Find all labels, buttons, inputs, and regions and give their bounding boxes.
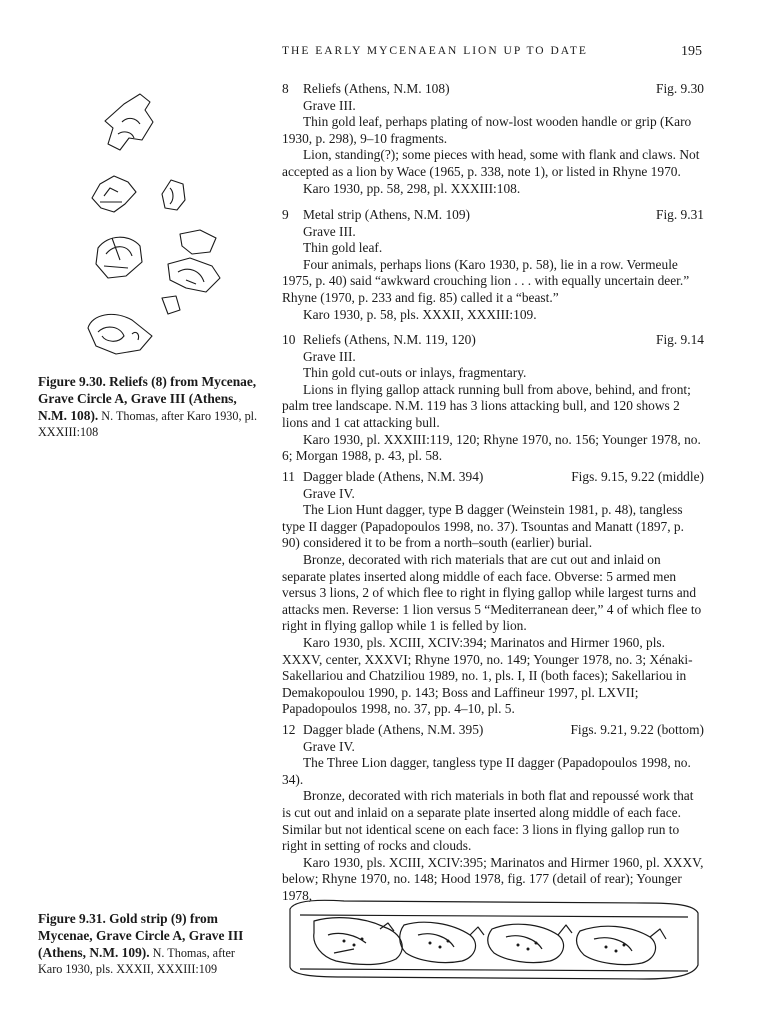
entry-heading: [282, 332, 704, 349]
entry-paragraph: Karo 1930, pp. 58, 298, pl. XXXIII:108.: [303, 180, 521, 196]
page-number: 195: [681, 44, 702, 59]
entry-paragraph: Karo 1930, p. 58, pls. XXXII, XXXIII:109.: [303, 306, 537, 322]
entry-object: Reliefs (Athens, N.M. 108): [303, 81, 450, 96]
figure-reference: Figs. 9.15, 9.22 (middle): [571, 469, 704, 484]
figure-reference: Fig. 9.14: [656, 332, 704, 347]
entry-paragraph: Bronze, decorated with rich materials that are cut out and inlaid on separate plates inserted along middle of each face. Obverse: 5 armed men versus 3 lions, 2 of which flee to right in flying gallop while largest turns and attacks men. Reverse: 1 lion versus 5 “Mediterranean deer,” 4 of which flee to right in flying gallop while 1 is felled by lion.: [282, 551, 702, 634]
figure-9-31-drawing: [284, 895, 704, 983]
catalogue-entry-10: [282, 332, 704, 465]
entry-number: 8: [282, 81, 289, 96]
entry-object: Dagger blade (Athens, N.M. 394): [303, 469, 484, 484]
caption-bold: Figure 9.31. Gold strip (9) from Mycenae, Grave Circle A, Grave III (Athens, N.M. 109).: [38, 911, 244, 960]
catalogue-entry-9: [282, 207, 704, 323]
entry-grave: Grave IV.: [303, 485, 355, 501]
running-head: [282, 45, 702, 63]
entry-paragraph: Lion, standing(?); some pieces with head, some with flank and claws. Not accepted as a lion by Wace (1965, p. 338, note 1), or listed in Rhyne 1970.: [282, 147, 700, 179]
entry-paragraph: The Lion Hunt dagger, type B dagger (Weinstein 1981, p. 48), tangless type II dagger (Papadopoulos 1998, no. 37). Tsountas and Manatt (1897, p. 90) considered it to be from a north–south (earlier) burial.: [282, 502, 684, 551]
entry-grave: Grave III.: [303, 348, 356, 364]
entry-number: 11: [282, 469, 295, 484]
entry-paragraph: Four animals, perhaps lions (Karo 1930, p. 58), lie in a row. Vermeule 1975, p. 40) said “awkward crouching lion . . . with equally uncertain deer.” Rhyne (1970, p. 233 and fig. 85) called it a “beast.”: [282, 256, 690, 305]
entry-number: 10: [282, 332, 296, 347]
catalogue-entry-8: [282, 81, 704, 197]
figure-9-31-caption: [38, 911, 258, 978]
entry-paragraph: Karo 1930, pls. XCIII, XCIV:394; Marinatos and Hirmer 1960, pls. XXXV, center, XXXVI; Rhyne 1970, no. 149; Younger 1978, no. 3; Xénaki-Sakellariou and Chatziliou 1989, no. 1, pls. I, II (both faces); Sakellariou in Demakopoulou 1990, p. 143; Boss and Laffineur 1997, pl. LXVII; Papadopoulos 1998, no. 37, pp. 4–10, pl. 5.: [282, 634, 693, 717]
caption-bold: Figure 9.30. Reliefs (8) from Mycenae, Grave Circle A, Grave III (Athens, N.M. 108).: [38, 374, 257, 423]
entry-paragraph: The Three Lion dagger, tangless type II dagger (Papadopoulos 1998, no. 34).: [282, 755, 691, 787]
entry-heading: [282, 81, 704, 98]
catalogue-entry-12: [282, 722, 704, 905]
running-title: THE EARLY MYCENAEAN LION UP TO DATE: [282, 45, 588, 57]
figure-reference: Fig. 9.30: [656, 81, 704, 96]
entry-grave: Grave III.: [303, 97, 356, 113]
caption-credit: N. Thomas, after Karo 1930, pls. XXXII, XXXIII:109: [38, 945, 235, 977]
entry-number: 9: [282, 207, 289, 222]
entry-object: Reliefs (Athens, N.M. 119, 120): [303, 332, 476, 347]
entry-paragraph: Karo 1930, pls. XCIII, XCIV:395; Marinatos and Hirmer 1960, pl. XXXV, below; Rhyne 1970, no. 148; Hood 1978, fig. 177 (detail of rear); Younger 1978,: [282, 854, 704, 903]
figure-reference: Fig. 9.31: [656, 207, 704, 222]
entry-object: Dagger blade (Athens, N.M. 395): [303, 722, 484, 737]
figure-reference: Figs. 9.21, 9.22 (bottom): [570, 722, 704, 737]
entry-number: 12: [282, 722, 296, 737]
entry-paragraph: Karo 1930, pl. XXXIII:119, 120; Rhyne 1970, no. 156; Younger 1978, no. 6; Morgan 1988, p. 43, pl. 58.: [282, 431, 701, 464]
caption-credit: N. Thomas, after Karo 1930, pl. XXXIII:108: [38, 408, 258, 440]
entry-paragraph: Thin gold leaf.: [303, 240, 383, 256]
entry-paragraph: Thin gold leaf, perhaps plating of now-lost wooden handle or grip (Karo 1930, p. 298), 9–10 fragments.: [282, 114, 692, 146]
entry-paragraph: Bronze, decorated with rich materials in both flat and repoussé work that is cut out and inlaid on a separate plate inserted along middle of each face. Similar but not identical scene on each face: 3 lions in flying gallop run to right in setting of rocks and clouds.: [282, 788, 694, 854]
entry-heading: [282, 207, 704, 224]
catalogue-entry-11: [282, 469, 704, 718]
entry-object: Metal strip (Athens, N.M. 109): [303, 207, 470, 222]
entry-heading: [282, 722, 704, 739]
entry-grave: Grave IV.: [303, 738, 355, 754]
entry-grave: Grave III.: [303, 223, 356, 239]
entry-paragraph: Lions in flying gallop attack running bull from above, behind, and front; palm tree landscape. N.M. 119 has 3 lions attacking bull, and 120 shows 2 lions and 1 cat attacking bull.: [282, 381, 691, 430]
entry-paragraph: Thin gold cut-outs or inlays, fragmentary.: [303, 365, 527, 381]
figure-9-30-caption: [38, 374, 258, 441]
entry-heading: [282, 469, 704, 486]
figure-9-30-drawing: [74, 88, 264, 360]
